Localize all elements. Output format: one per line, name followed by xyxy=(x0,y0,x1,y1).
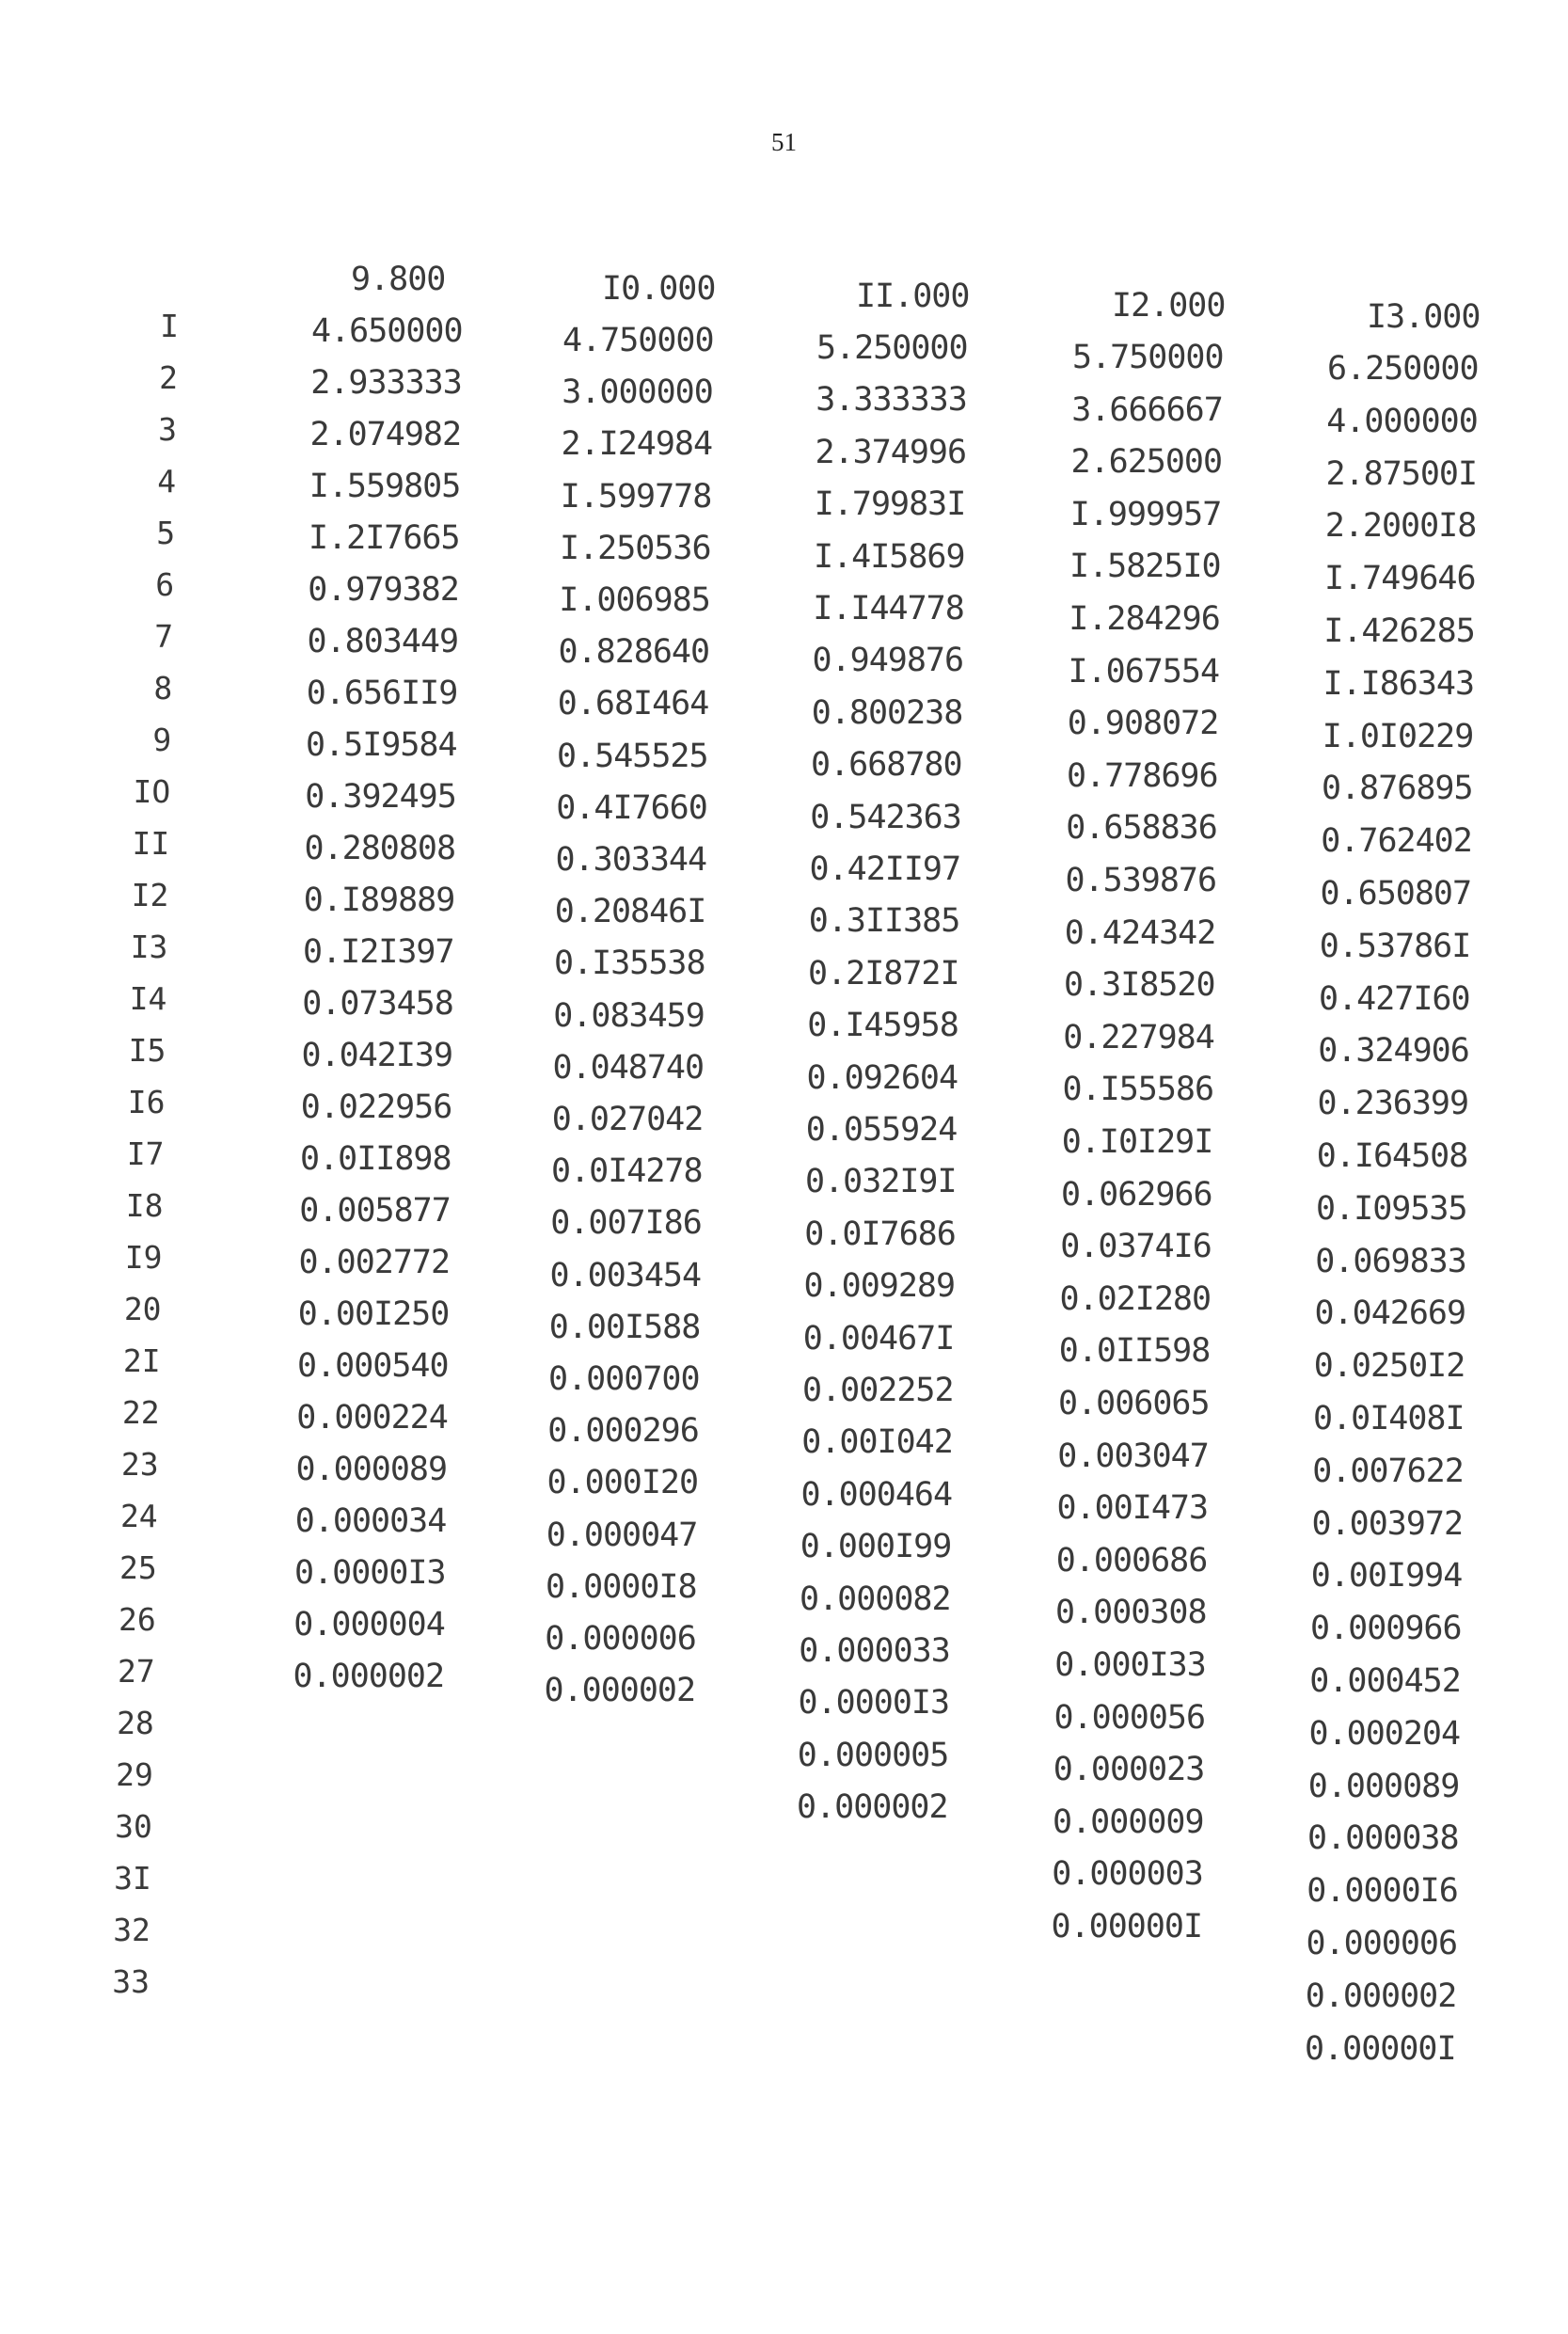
page-number: 51 xyxy=(771,128,797,156)
table-cell: 0.000966 xyxy=(1310,1610,1462,1648)
table-cell: I.0I0229 xyxy=(1322,717,1474,755)
table-cell: 0.650807 xyxy=(1320,875,1472,913)
table-cell: 0.000296 xyxy=(547,1412,699,1451)
table-cell: 4.000000 xyxy=(1326,402,1478,440)
table-cell: I.4I5869 xyxy=(814,537,965,576)
table-cell: 0.I09535 xyxy=(1316,1189,1467,1228)
table-cell: 0.000056 xyxy=(1053,1698,1206,1737)
table-cell: 0.3II385 xyxy=(808,902,960,941)
row-label: 29 xyxy=(116,1756,153,1793)
table-cell: 0.00I042 xyxy=(801,1423,953,1462)
row-label: 33 xyxy=(112,1963,150,2000)
table-cell: 3.666667 xyxy=(1071,390,1223,429)
table-cell: 5.250000 xyxy=(816,329,968,367)
table-cell: 0.0I408I xyxy=(1313,1400,1465,1437)
table-cell: 0.062966 xyxy=(1061,1175,1212,1214)
row-label: 27 xyxy=(118,1653,155,1690)
table-cell: I.2I7665 xyxy=(309,519,460,557)
table-cell: 0.032I9I xyxy=(805,1163,957,1201)
table-cell: I.559805 xyxy=(309,468,461,505)
table-cell: 0.5I9584 xyxy=(306,726,457,764)
table-cell: 0.00I994 xyxy=(1310,1557,1463,1596)
table-cell: 0.000I33 xyxy=(1054,1646,1206,1684)
row-label: I6 xyxy=(127,1084,166,1120)
column-header: I3.000 xyxy=(1367,298,1481,336)
table-cell: 0.000002 xyxy=(797,1788,948,1827)
table-cell: 0.022956 xyxy=(300,1088,452,1126)
row-label: 23 xyxy=(120,1446,159,1483)
table-cell: 0.I55586 xyxy=(1062,1071,1214,1109)
table-cell: I.426285 xyxy=(1323,612,1475,650)
table-cell: 0.000005 xyxy=(797,1736,949,1774)
table-cell: 0.236399 xyxy=(1317,1085,1469,1123)
table-cell: 0.000089 xyxy=(1307,1767,1460,1805)
table-cell: 0.908072 xyxy=(1067,705,1219,743)
table-cell: 0.055924 xyxy=(805,1111,958,1149)
column-header: I0.000 xyxy=(602,270,716,308)
table-cell: 0.000082 xyxy=(800,1580,951,1618)
table-cell: 0.000033 xyxy=(799,1632,950,1670)
table-cell: 0.00000I xyxy=(1305,2029,1456,2068)
table-cell: 2.374996 xyxy=(815,433,967,471)
table-cell: 0.000I99 xyxy=(800,1528,952,1566)
table-cell: 0.3I8520 xyxy=(1064,966,1215,1005)
table-cell: 0.069833 xyxy=(1315,1242,1466,1280)
table-cell: 0.979382 xyxy=(308,571,459,609)
table-cell: 0.424342 xyxy=(1064,913,1216,952)
table-cell: 0.048740 xyxy=(552,1048,705,1087)
table-cell: 4.650000 xyxy=(311,312,463,350)
table-cell: 0.542363 xyxy=(810,798,961,836)
table-cell: 0.876895 xyxy=(1322,770,1473,808)
table-cell: 0.I89889 xyxy=(303,881,455,919)
table-cell: 0.009289 xyxy=(803,1267,956,1306)
table-cell: 0.762402 xyxy=(1321,822,1472,861)
row-label: 28 xyxy=(117,1705,154,1741)
row-label: I3 xyxy=(130,929,168,965)
table-cell: 0.324906 xyxy=(1318,1032,1469,1071)
row-label: I4 xyxy=(129,980,167,1017)
table-cell: 0.000002 xyxy=(1305,1977,1457,2015)
table-cell: 2.2000I8 xyxy=(1324,507,1477,546)
table-cell: 0.0250I2 xyxy=(1313,1347,1465,1386)
table-cell: 0.0000I8 xyxy=(546,1567,697,1606)
table-cell: I.067554 xyxy=(1068,652,1220,691)
table-cell: 0.000038 xyxy=(1307,1819,1459,1858)
row-label: II xyxy=(132,825,170,862)
table-cell: 0.53786I xyxy=(1319,927,1471,965)
table-cell: 0.227984 xyxy=(1063,1018,1214,1056)
table-cell: 0.20846I xyxy=(554,893,706,931)
table-cell: 0.539876 xyxy=(1065,862,1217,899)
table-cell: 0.303344 xyxy=(555,841,707,879)
table-cell: 6.250000 xyxy=(1327,350,1479,388)
row-label: 26 xyxy=(119,1601,156,1638)
table-cell: 0.0I7686 xyxy=(804,1215,956,1253)
row-label: 2I xyxy=(122,1342,161,1379)
table-cell: 0.007622 xyxy=(1312,1452,1464,1490)
table-cell: 0.000003 xyxy=(1052,1855,1203,1894)
table-cell: 0.00000I xyxy=(1051,1908,1203,1945)
table-cell: 0.803449 xyxy=(307,623,459,660)
table-cell: 0.0000I3 xyxy=(798,1684,950,1723)
table-cell: 0.778696 xyxy=(1067,756,1218,795)
table-cell: 0.042669 xyxy=(1314,1294,1466,1333)
table-cell: 0.083459 xyxy=(553,996,705,1035)
table-cell: 0.000004 xyxy=(293,1606,445,1643)
table-cell: 0.000023 xyxy=(1053,1751,1205,1789)
table-cell: 0.005877 xyxy=(299,1192,451,1230)
row-label: 8 xyxy=(153,670,173,707)
row-label: 25 xyxy=(119,1549,157,1586)
table-cell: 0.000002 xyxy=(293,1658,445,1695)
table-cell: 0.I45958 xyxy=(807,1007,958,1045)
table-cell: 3.333333 xyxy=(816,381,967,420)
table-cell: 5.750000 xyxy=(1072,339,1224,376)
table-cell: 0.002772 xyxy=(298,1244,451,1281)
table-cell: 0.007I86 xyxy=(550,1204,702,1243)
table-cell: 0.000089 xyxy=(295,1451,448,1488)
column-header: II.000 xyxy=(856,278,970,315)
row-label: IO xyxy=(133,773,171,810)
row-label: I5 xyxy=(128,1032,166,1069)
row-label: I8 xyxy=(125,1187,164,1224)
table-cell: 0.027042 xyxy=(551,1101,704,1138)
row-label: 4 xyxy=(157,463,177,500)
table-cell: 0.00I588 xyxy=(548,1308,701,1346)
table-cell: 0.I35538 xyxy=(554,945,705,983)
table-cell: 2.I24984 xyxy=(561,425,713,464)
table-cell: I.749646 xyxy=(1324,560,1476,598)
table-cell: 0.4I7660 xyxy=(556,788,707,827)
table-cell: 0.I2I397 xyxy=(303,933,454,971)
row-label: 22 xyxy=(121,1394,160,1431)
table-cell: 3.000000 xyxy=(562,373,713,412)
row-label: 5 xyxy=(156,515,176,551)
row-label: 24 xyxy=(119,1498,158,1534)
table-cell: 0.003972 xyxy=(1311,1504,1464,1543)
table-cell: 0.000034 xyxy=(294,1502,447,1540)
row-label: 32 xyxy=(113,1912,150,1948)
table-cell: 0.0I4278 xyxy=(551,1152,703,1191)
row-label: I7 xyxy=(126,1135,165,1172)
table-cell: 0.000700 xyxy=(548,1360,700,1398)
table-cell: 0.006065 xyxy=(1058,1385,1210,1422)
table-cell: 0.000464 xyxy=(800,1475,953,1514)
row-label: 3 xyxy=(158,411,178,448)
table-cell: I.999957 xyxy=(1069,495,1222,533)
row-label: 6 xyxy=(155,566,175,603)
row-label: 2 xyxy=(159,359,179,396)
table-cell: 0.000224 xyxy=(296,1399,448,1437)
table-cell: 2.074982 xyxy=(309,416,462,453)
column-header: I2.000 xyxy=(1112,287,1226,325)
row-label: I9 xyxy=(124,1239,163,1276)
table-cell: 0.668780 xyxy=(811,746,962,785)
table-cell: I.006985 xyxy=(559,581,710,619)
table-cell: 0.0000I3 xyxy=(294,1554,446,1592)
table-cell: 0.0374I6 xyxy=(1060,1228,1212,1266)
table-cell: I.5825I0 xyxy=(1069,548,1221,586)
table-cell: 0.I64508 xyxy=(1316,1137,1468,1175)
row-label: I2 xyxy=(131,877,169,913)
table-cell: 0.280808 xyxy=(304,830,456,867)
table-cell: 0.800238 xyxy=(811,693,963,732)
row-label: 9 xyxy=(152,722,172,758)
table-cell: I.79983I xyxy=(814,485,966,524)
table-cell: 0.092604 xyxy=(806,1058,958,1097)
table-cell: 0.02I280 xyxy=(1059,1279,1212,1318)
table-cell: 2.87500I xyxy=(1325,454,1478,493)
row-label: 20 xyxy=(123,1291,162,1327)
table-cell: 0.000006 xyxy=(1306,1925,1458,1962)
table-cell: I.250536 xyxy=(560,529,711,567)
table-cell: 0.42II97 xyxy=(809,850,961,888)
table-cell: 0.00I473 xyxy=(1056,1489,1209,1528)
table-cell: 0.I0I29I xyxy=(1061,1123,1213,1161)
table-cell: 0.000540 xyxy=(297,1347,449,1385)
table-cell: 0.000452 xyxy=(1309,1662,1461,1700)
table-cell: 4.750000 xyxy=(562,322,714,359)
table-cell: 0.042I39 xyxy=(301,1037,453,1074)
table-cell: 0.658836 xyxy=(1066,809,1217,848)
table-cell: 0.000006 xyxy=(545,1620,696,1658)
table-cell: 0.073458 xyxy=(302,985,453,1023)
table-cell: 0.003454 xyxy=(549,1256,702,1294)
row-label: I xyxy=(160,308,179,344)
table-cell: 0.000I20 xyxy=(546,1464,699,1502)
table-cell: 0.000002 xyxy=(544,1672,696,1710)
table-cell: 0.003047 xyxy=(1057,1437,1209,1475)
table-cell: I.I86343 xyxy=(1323,664,1475,703)
table-cell: 0.68I464 xyxy=(557,685,709,723)
row-label: 3I xyxy=(114,1860,151,1897)
table-cell: 2.933333 xyxy=(310,364,462,402)
table-cell: 0.949876 xyxy=(812,642,964,680)
table-cell: 0.2I872I xyxy=(808,954,959,992)
table-cell: I.284296 xyxy=(1069,600,1220,638)
row-label: 7 xyxy=(154,618,174,655)
table-cell: 0.656II9 xyxy=(306,675,458,712)
table-cell: 2.625000 xyxy=(1070,443,1223,482)
table-cell: 0.0II898 xyxy=(300,1140,451,1178)
table-cell: 0.002252 xyxy=(802,1372,954,1409)
table-cell: 0.427I60 xyxy=(1319,979,1470,1018)
table-cell: 0.392495 xyxy=(305,778,456,816)
table-cell: 0.000308 xyxy=(1055,1594,1207,1632)
table-cell: 0.000686 xyxy=(1055,1541,1208,1580)
column-header: 9.800 xyxy=(351,261,446,298)
table-cell: 0.545525 xyxy=(557,737,708,775)
table-cell: I.599778 xyxy=(560,477,712,516)
table-cell: 0.0000I6 xyxy=(1307,1872,1458,1911)
table-cell: 0.0II598 xyxy=(1058,1332,1211,1371)
table-cell: 0.000009 xyxy=(1053,1802,1204,1841)
table-cell: 0.000204 xyxy=(1308,1714,1461,1753)
row-label: 30 xyxy=(115,1808,152,1845)
table-cell: 0.828640 xyxy=(558,633,710,672)
table-cell: 0.00I250 xyxy=(297,1295,450,1333)
table-cell: 0.000047 xyxy=(546,1516,698,1554)
table-cell: 0.00467I xyxy=(802,1319,955,1358)
table-cell: I.I44778 xyxy=(813,590,964,627)
